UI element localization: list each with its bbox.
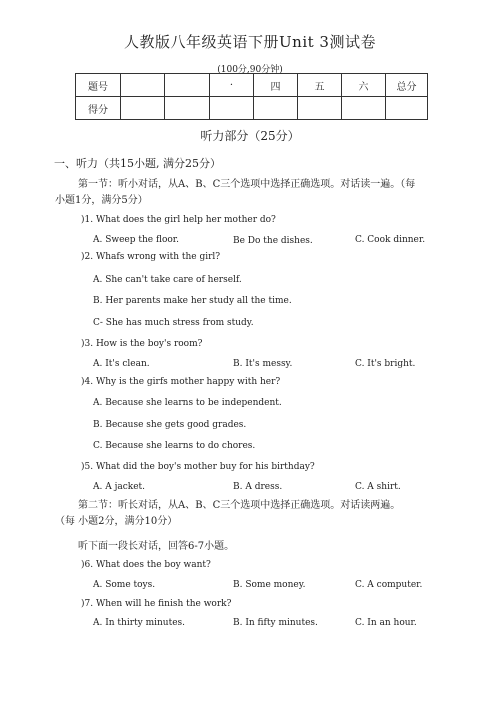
option-a: A. She can't take care of herself. — [93, 275, 242, 285]
option-a: A. In thirty minutes. — [93, 618, 186, 628]
instruction-line: 听下面一段长对话，回答6-7小题。 — [78, 541, 235, 552]
table-cell — [165, 74, 210, 97]
table-cell: 得分 — [76, 97, 121, 120]
table-cell: 题号 — [76, 74, 121, 97]
page-subtitle: (100分,90分钟) — [217, 65, 283, 75]
table-cell: 五 — [298, 74, 342, 97]
table-cell — [210, 97, 254, 120]
option-b: Be Do the dishes. — [233, 236, 313, 246]
question-stem: )4. Why is the girfs mother happy with her? — [81, 377, 281, 387]
option-b: B. A dress. — [233, 482, 283, 492]
table-cell: 四 — [254, 74, 298, 97]
instruction-line: （每 小题2分，满分10分） — [55, 516, 178, 527]
option-c: C- She has much stress from study. — [93, 318, 254, 328]
table-row — [76, 97, 428, 120]
table-cell — [298, 97, 342, 120]
option-a: A. It's clean. — [93, 359, 150, 369]
question-stem: )3. How is the boy's room? — [81, 339, 203, 349]
table-cell: · — [210, 74, 254, 97]
option-a: A. A jacket. — [93, 482, 146, 492]
table-cell — [121, 74, 165, 97]
option-c: C. Because she learns to do chores. — [93, 441, 256, 451]
table-cell — [386, 97, 428, 120]
option-a: A. Because she learns to be independent. — [93, 398, 282, 408]
option-c: C. In an hour. — [355, 618, 417, 628]
option-b: B. Because she gets good grades. — [93, 420, 247, 430]
section-heading: 一、听力（共15小题, 满分25分） — [54, 157, 221, 170]
table-cell — [254, 97, 298, 120]
instruction-line: 第二节：听长对话，从A、B、C三个选项中选择正确选项。对话读两遍。 — [78, 500, 401, 511]
table-cell — [165, 97, 210, 120]
option-c: C. A shirt. — [355, 482, 401, 492]
score-table — [75, 73, 428, 120]
question-stem: )2. Whafs wrong with the girl? — [81, 252, 221, 262]
question-stem: )5. What did the boy's mother buy for his birthday? — [81, 462, 315, 472]
table-cell: 六 — [342, 74, 386, 97]
table-cell: 总分 — [386, 74, 428, 97]
table-cell — [342, 97, 386, 120]
question-stem: )7. When will he finish the work? — [81, 599, 232, 609]
option-c: C. A computer. — [355, 580, 423, 590]
page-title: 人教版八年级英语下册Unit 3测试卷 — [124, 33, 376, 51]
option-c: C. It's bright. — [355, 359, 416, 369]
option-c: C. Cook dinner. — [355, 235, 426, 245]
question-stem: )6. What does the boy want? — [81, 560, 211, 570]
question-stem: )1. What does the girl help her mother do? — [81, 215, 276, 225]
option-b: B. Her parents make her study all the time. — [93, 296, 292, 306]
listening-heading: 听力部分（25分） — [200, 129, 300, 143]
option-b: B. In fifty minutes. — [233, 618, 318, 628]
option-b: B. Some money. — [233, 580, 306, 590]
option-b: B. It's messy. — [233, 359, 293, 369]
option-a: A. Some toys. — [93, 580, 156, 590]
instruction-line: 第一节：听小对话，从A、B、C三个选项中选择正确选项。对话读一遍。（每 — [78, 179, 416, 190]
option-a: A. Sweep the floor. — [93, 235, 179, 245]
instruction-line: 小题1分，满分5分） — [55, 195, 148, 206]
table-row — [76, 74, 428, 97]
table-cell — [121, 97, 165, 120]
